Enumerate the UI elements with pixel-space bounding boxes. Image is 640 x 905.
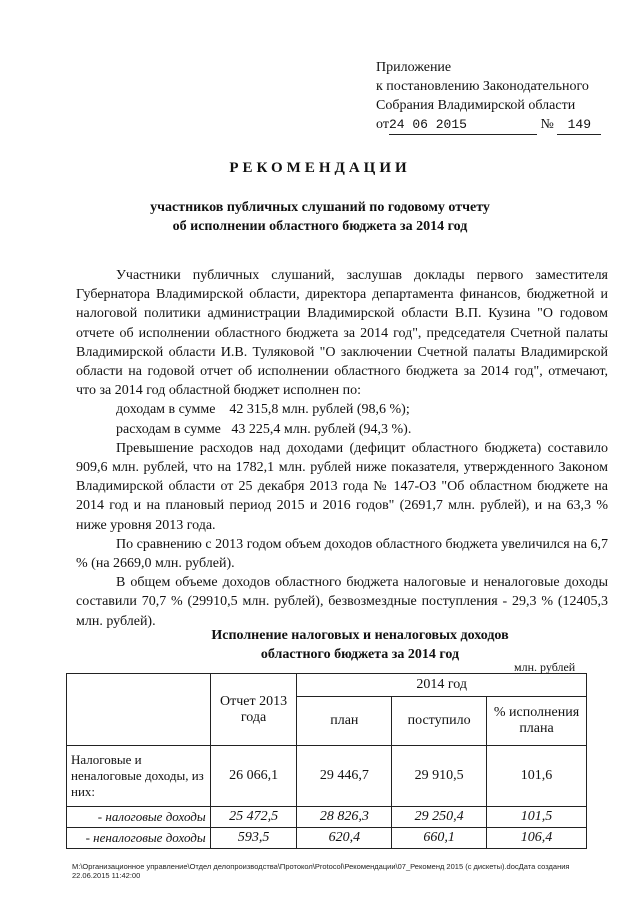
revenue-table: [66, 673, 587, 849]
row-label: Налоговые и неналоговые доходы, из них:: [67, 746, 211, 807]
row-plan: 29 446,7: [297, 746, 392, 807]
paragraph-structure: В общем объеме доходов областного бюджета налоговые и неналоговые доходы составили 70,7 % (29910,5 млн. рублей), безвозмездные поступления - 29,3 % (12405,3 млн. рублей).: [76, 575, 608, 629]
row-label: - налоговые доходы: [67, 807, 211, 828]
expense-line: расходам в сумме 43 225,4 млн. рублей (94,3 %).: [116, 421, 412, 437]
row-received: 29 250,4: [392, 807, 487, 828]
row-label: - неналоговые доходы: [67, 828, 211, 849]
footer-line1: М:\Организационное управление\Отдел делопроизводства\Протокол\Protocol\Рекомендации\07_Рекоменд 2015 (с дискеты).docДата создания: [72, 862, 570, 871]
header-year: 2014 год: [297, 674, 587, 697]
number-prefix: №: [540, 117, 554, 132]
appendix-block: [376, 58, 601, 135]
table-title-line2: областного бюджета за 2014 год: [260, 647, 460, 662]
row-percent: 101,5: [487, 807, 587, 828]
header-plan: план: [297, 697, 392, 746]
header-percent: % исполнения плана: [487, 697, 587, 746]
paragraph-growth: По сравнению с 2013 годом объем доходов областного бюджета увеличился на 6,7 % (на 2669,0 млн. рублей).: [76, 536, 608, 572]
footer-line2: 22.06.2015 11:42:00: [72, 871, 141, 880]
table-title-line1: Исполнение налоговых и неналоговых доходов: [211, 628, 509, 643]
row-received: 29 910,5: [392, 746, 487, 807]
row-percent: 101,6: [487, 746, 587, 807]
paragraph-deficit: Превышение расходов над доходами (дефицит областного бюджета) составило 909,6 млн. рублей, что на 1782,1 млн. рублей ниже показателя, утвержденного Законом Владимирской области от 25 декабря 2013 года № 147-ОЗ "Об областном бюджете на 2014 год и на плановый период 2015 и 2016 годов" (2691,7 млн. рублей), и на 63,3 % ниже уровня 2013 года.: [76, 440, 608, 533]
table-row: [67, 807, 587, 828]
document-body: [76, 266, 608, 631]
file-path-footer: [72, 862, 569, 880]
table-units: млн. рублей: [514, 660, 576, 674]
row-report: 25 472,5: [210, 807, 297, 828]
table-row: [67, 828, 587, 849]
header-empty-cell: [67, 674, 211, 746]
document-subtitle: [100, 198, 540, 236]
table-row: [67, 746, 587, 807]
row-plan: 28 826,3: [297, 807, 392, 828]
row-report: 26 066,1: [210, 746, 297, 807]
row-plan: 620,4: [297, 828, 392, 849]
appendix-line3: Собрания Владимирской области: [376, 98, 576, 113]
income-line: доходам в сумме 42 315,8 млн. рублей (98,6 %);: [116, 402, 410, 418]
row-report: 593,5: [210, 828, 297, 849]
date-prefix: от: [376, 117, 389, 132]
subtitle-line1: участников публичных слушаний по годовому отчету: [150, 200, 490, 215]
header-received: поступило: [392, 697, 487, 746]
row-received: 660,1: [392, 828, 487, 849]
appendix-date-line: [376, 115, 601, 135]
row-percent: 106,4: [487, 828, 587, 849]
appendix-line2: к постановлению Законодательного: [376, 79, 589, 94]
subtitle-line2: об исполнении областного бюджета за 2014 год: [172, 219, 468, 234]
date-value: 24 06 2015: [389, 115, 537, 135]
table-title: [140, 626, 580, 664]
table-header-row1: [67, 674, 587, 697]
number-value: 149: [557, 115, 601, 135]
header-report: Отчет 2013 года: [210, 674, 297, 746]
appendix-line1: Приложение: [376, 60, 452, 75]
document-title: РЕКОМЕНДАЦИИ: [229, 160, 411, 176]
paragraph-intro: Участники публичных слушаний, заслушав доклады первого заместителя Губернатора Владимирской области, директора департамента финансов, бюджетной и налоговой политики администрации Владимирской области В.П. Кузина "О годовом отчете об исполнении областного бюджета за 2014 год", председателя Счетной палаты Владимирской области И.В. Туляковой "О заключении Счетной палаты Владимирской области на годовой отчет об исполнении областного бюджета за 2014 год", отмечают, что за 2014 год областной бюджет исполнен по:: [76, 268, 608, 399]
